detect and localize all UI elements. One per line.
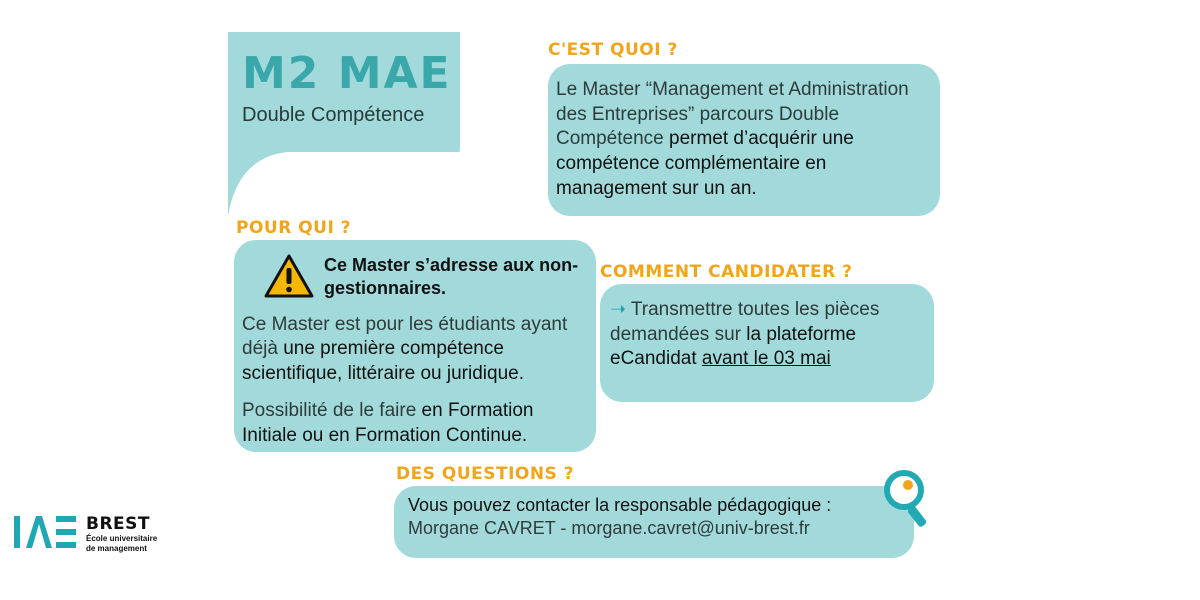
card-how	[600, 284, 934, 402]
what-text	[556, 78, 932, 201]
warning-row	[242, 252, 588, 301]
who-p2-strong: en Formation Initiale ou en Formation Continue.	[242, 399, 534, 446]
iae-logo-mark-icon	[12, 514, 78, 550]
who-paragraph-1	[242, 313, 588, 387]
card-what	[548, 64, 940, 216]
ecandidat-platform-link[interactable]: la plateforme eCandidat	[610, 323, 857, 370]
how-text-light: Transmettre toutes les pièces demandées sur	[610, 299, 880, 345]
card-questions	[394, 486, 914, 558]
heading-questions: DES QUESTIONS ?	[396, 464, 575, 484]
questions-line-1: Vous pouvez contacter la responsable pédagogique :	[408, 495, 832, 515]
warning-text: Ce Master s’adresse aux non-gestionnaires.	[324, 255, 579, 299]
warning-triangle-icon	[264, 254, 314, 298]
who-paragraph-2	[242, 399, 588, 448]
what-text-strong: permet d’acquérir une compétence complémentaire en management sur un an.	[556, 128, 854, 199]
who-p1-strong: une première compétence scientifique, littéraire ou juridique.	[242, 338, 524, 385]
logo-name: BREST	[86, 514, 151, 534]
how-text	[610, 298, 924, 372]
page-title: M2 MAE	[242, 48, 452, 99]
who-p1-light: Ce Master est pour les étudiants ayant déjà	[242, 313, 568, 360]
arrow-right-icon: ➝	[610, 299, 626, 320]
page-subtitle: Double Compétence	[242, 104, 425, 126]
heading-who: POUR QUI ?	[236, 218, 352, 238]
heading-what: C'EST QUOI ?	[548, 40, 678, 60]
logo-mark	[12, 514, 78, 556]
title-block	[228, 32, 460, 216]
card-who	[234, 240, 596, 452]
heading-how: COMMENT CANDIDATER ?	[600, 262, 853, 282]
logo-tagline: École universitaire de management	[86, 534, 158, 553]
magnifier-icon	[878, 466, 934, 536]
contact-email[interactable]: Morgane CAVRET - morgane.cavret@univ-brest.fr	[408, 518, 810, 539]
iae-brest-logo	[12, 512, 162, 556]
deadline-text: avant le 03 mai	[701, 348, 831, 370]
who-p2-light: Possibilité de le faire	[242, 399, 422, 421]
what-text-light: Le Master “Management et Administration des Entreprises” parcours Double Compétence	[556, 79, 909, 150]
